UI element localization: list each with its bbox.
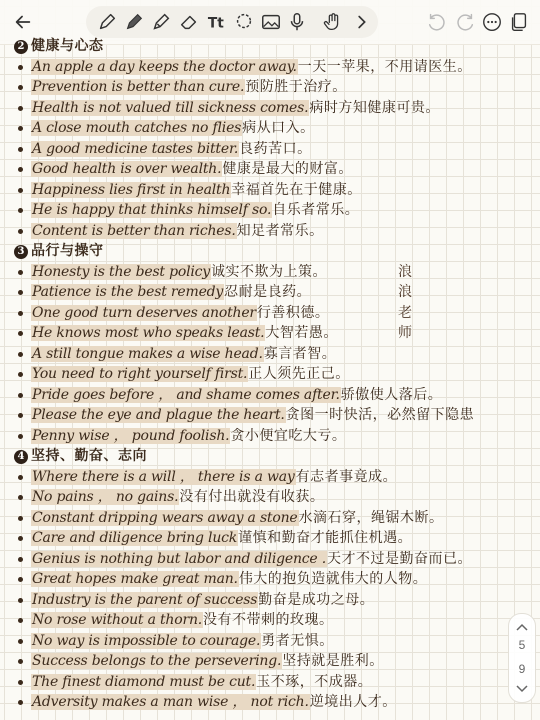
proverb-english: Honesty is the best policy	[32, 263, 211, 280]
proverb-english: Content is better than riches.	[32, 222, 236, 239]
proverb-chinese: 寡言者智。	[263, 345, 337, 362]
proverb-chinese: 骄傲使人落后。	[340, 386, 443, 403]
undo-icon[interactable]	[424, 9, 450, 35]
bullet-icon	[18, 147, 23, 152]
proverb-english: Industry is the parent of success	[32, 591, 258, 608]
bullet-icon	[18, 434, 23, 439]
bullet-icon	[18, 208, 23, 213]
text-tool-icon[interactable]	[204, 9, 230, 35]
pen-icon[interactable]	[94, 9, 120, 35]
proverb-english: He knows most who speaks least.	[32, 325, 265, 341]
bullet-icon	[18, 577, 23, 582]
proverb-english: The finest diamond must be cut.	[32, 673, 256, 690]
bullet-icon	[18, 372, 23, 377]
bullet-icon	[18, 598, 23, 603]
proverb-english: No pains ， no gains.	[32, 489, 179, 505]
proverb-chinese: 知足者常乐。	[236, 222, 324, 239]
section-title: 坚持、勤奋、志向	[31, 448, 147, 464]
eraser-icon[interactable]	[176, 9, 202, 35]
proverb-english: Please the eye and plague the heart.	[32, 407, 285, 423]
page-navigator[interactable]	[508, 613, 536, 703]
proverb-chinese: 一天一苹果，不用请医生。	[297, 58, 472, 75]
section-title: 品行与操守	[31, 243, 104, 259]
section-heading	[14, 446, 147, 467]
proverb-chinese: 病从口入。	[242, 120, 315, 136]
proverb-chinese: 勤奋是成功之母。	[258, 591, 375, 608]
bullet-icon	[18, 516, 23, 521]
back-arrow-icon[interactable]	[10, 9, 36, 35]
bullet-icon	[18, 270, 23, 275]
bullet-icon	[18, 495, 23, 500]
bullet-icon	[18, 311, 23, 316]
proverb-chinese: 自乐者常乐。	[272, 202, 360, 218]
bullet-icon	[18, 659, 23, 664]
proverb-english: No rose without a thorn.	[32, 612, 203, 628]
proverb-chinese: 幸福首先在于健康。	[231, 181, 362, 198]
bullet-icon	[18, 331, 23, 336]
lasso-icon[interactable]	[231, 9, 257, 35]
proverb-english: Adversity makes a man wise ， not rich.	[32, 694, 309, 710]
bullet-icon	[18, 700, 23, 705]
proverb-english: An apple a day keeps the doctor away.	[32, 58, 297, 75]
proverb-english: Success belongs to the persevering.	[32, 653, 282, 669]
proverb-chinese: 诚实不欺为上策。	[211, 263, 328, 280]
proverb-chinese: 坚持就是胜利。	[282, 653, 384, 669]
proverb-english: A close mouth catches no flies	[32, 120, 242, 136]
chevron-down-icon[interactable]	[509, 682, 535, 696]
margin-note: 师	[398, 325, 412, 341]
section-number: 3	[14, 245, 28, 259]
bullet-icon	[18, 65, 23, 70]
proverb-chinese: 正人须先正己。	[248, 366, 350, 382]
redo-icon[interactable]	[452, 9, 478, 35]
bullet-icon	[18, 413, 23, 418]
image-icon[interactable]	[258, 9, 284, 35]
proverb-english: Where there is a will ， there is a way	[32, 468, 295, 485]
margin-note: 浪	[398, 263, 412, 280]
proverb-chinese: 有志者事竟成。	[295, 468, 398, 485]
bullet-icon	[18, 680, 23, 685]
proverb-chinese: 贪小便宜吃大亏。	[230, 427, 347, 444]
bullet-icon	[18, 106, 23, 111]
proverb-chinese: 谨慎和勤奋才能抓住机遇。	[238, 530, 413, 546]
proverb-chinese: 预防胜于治疗。	[245, 79, 347, 95]
proverb-chinese: 没有不带刺的玫瑰。	[203, 612, 334, 628]
proverb-english: Prevention is better than cure.	[32, 79, 245, 95]
section-title: 健康与心态	[31, 38, 104, 54]
proverb-chinese: 病时方知健康可贵。	[309, 99, 440, 116]
marker-icon[interactable]	[121, 9, 147, 35]
proverb-chinese: 大智若愚。	[265, 325, 338, 341]
bullet-icon	[18, 188, 23, 193]
proverb-chinese: 忍耐是良药。	[224, 284, 312, 300]
margin-note: 浪	[398, 284, 412, 300]
hand-icon[interactable]	[320, 9, 346, 35]
proverb-english: Happiness lies first in health	[32, 181, 231, 198]
proverb-english: Pride goes before ， and shame comes after.	[32, 386, 340, 403]
bullet-icon	[18, 290, 23, 295]
proverb-english: One good turn deserves another	[32, 304, 256, 321]
more-icon[interactable]	[479, 9, 505, 35]
proverb-english: You need to right yourself first.	[32, 366, 248, 382]
proverb-english: Penny wise ， pound foolish.	[32, 427, 230, 444]
bullet-icon	[18, 85, 23, 90]
section-number: 2	[14, 40, 28, 54]
proverb-english: Constant dripping wears away a stone	[32, 509, 298, 526]
proverb-chinese: 没有付出就没有收获。	[179, 489, 325, 505]
bullet-icon	[18, 167, 23, 172]
microphone-icon[interactable]	[284, 9, 310, 35]
proverb-english: A still tongue makes a wise head.	[32, 345, 263, 362]
svg-text:Tt: Tt	[207, 15, 224, 32]
pages-icon[interactable]	[506, 9, 532, 35]
chevron-up-icon[interactable]	[509, 620, 535, 634]
total-pages: 9	[518, 662, 526, 676]
bullet-icon	[18, 618, 23, 623]
proverb-english: Care and diligence bring luck	[32, 530, 238, 546]
proverb-chinese: 健康是最大的财富。	[222, 161, 353, 177]
bullet-icon	[18, 557, 23, 562]
bullet-icon	[18, 475, 23, 480]
proverb-english: Great hopes make great man.	[32, 571, 238, 587]
proverb-english: No way is impossible to courage.	[32, 632, 261, 649]
proverb-english: Genius is nothing but labor and diligence .	[32, 550, 326, 567]
proverb-english: Patience is the best remedy	[32, 284, 224, 300]
section-heading	[14, 241, 104, 262]
proverb-english: He is happy that thinks himself so.	[32, 202, 272, 218]
proverb-english: Health is not valued till sickness comes.	[32, 99, 309, 116]
proverb-chinese: 勇者无惧。	[261, 632, 334, 649]
bullet-icon	[18, 536, 23, 541]
bullet-icon	[18, 352, 23, 357]
bullet-icon	[18, 229, 23, 234]
bullet-icon	[18, 393, 23, 398]
section-number: 4	[14, 450, 28, 464]
proverb-chinese: 良药苦口。	[239, 140, 312, 157]
proverb-english: A good medicine tastes bitter.	[32, 140, 239, 157]
proverb-chinese: 贪图一时快活，必然留下隐患	[285, 407, 475, 423]
proverb-chinese: 伟大的抱负造就伟大的人物。	[238, 571, 428, 587]
margin-note: 老	[398, 304, 412, 321]
proverb-chinese: 行善积德。	[256, 304, 330, 321]
bullet-icon	[18, 639, 23, 644]
current-page: 5	[518, 638, 526, 652]
chevron-right-icon[interactable]	[348, 9, 374, 35]
highlighter-icon[interactable]	[148, 9, 174, 35]
proverb-english: Good health is over wealth.	[32, 161, 222, 177]
proverb-chinese: 天才不过是勤奋而已。	[327, 550, 472, 567]
proverb-chinese: 水滴石穿，绳锯木断。	[298, 509, 444, 526]
bullet-icon	[18, 126, 23, 131]
proverb-chinese: 逆境出人才。	[309, 694, 397, 710]
proverb-chinese: 玉不琢，不成器。	[256, 673, 373, 690]
section-heading	[14, 36, 104, 57]
